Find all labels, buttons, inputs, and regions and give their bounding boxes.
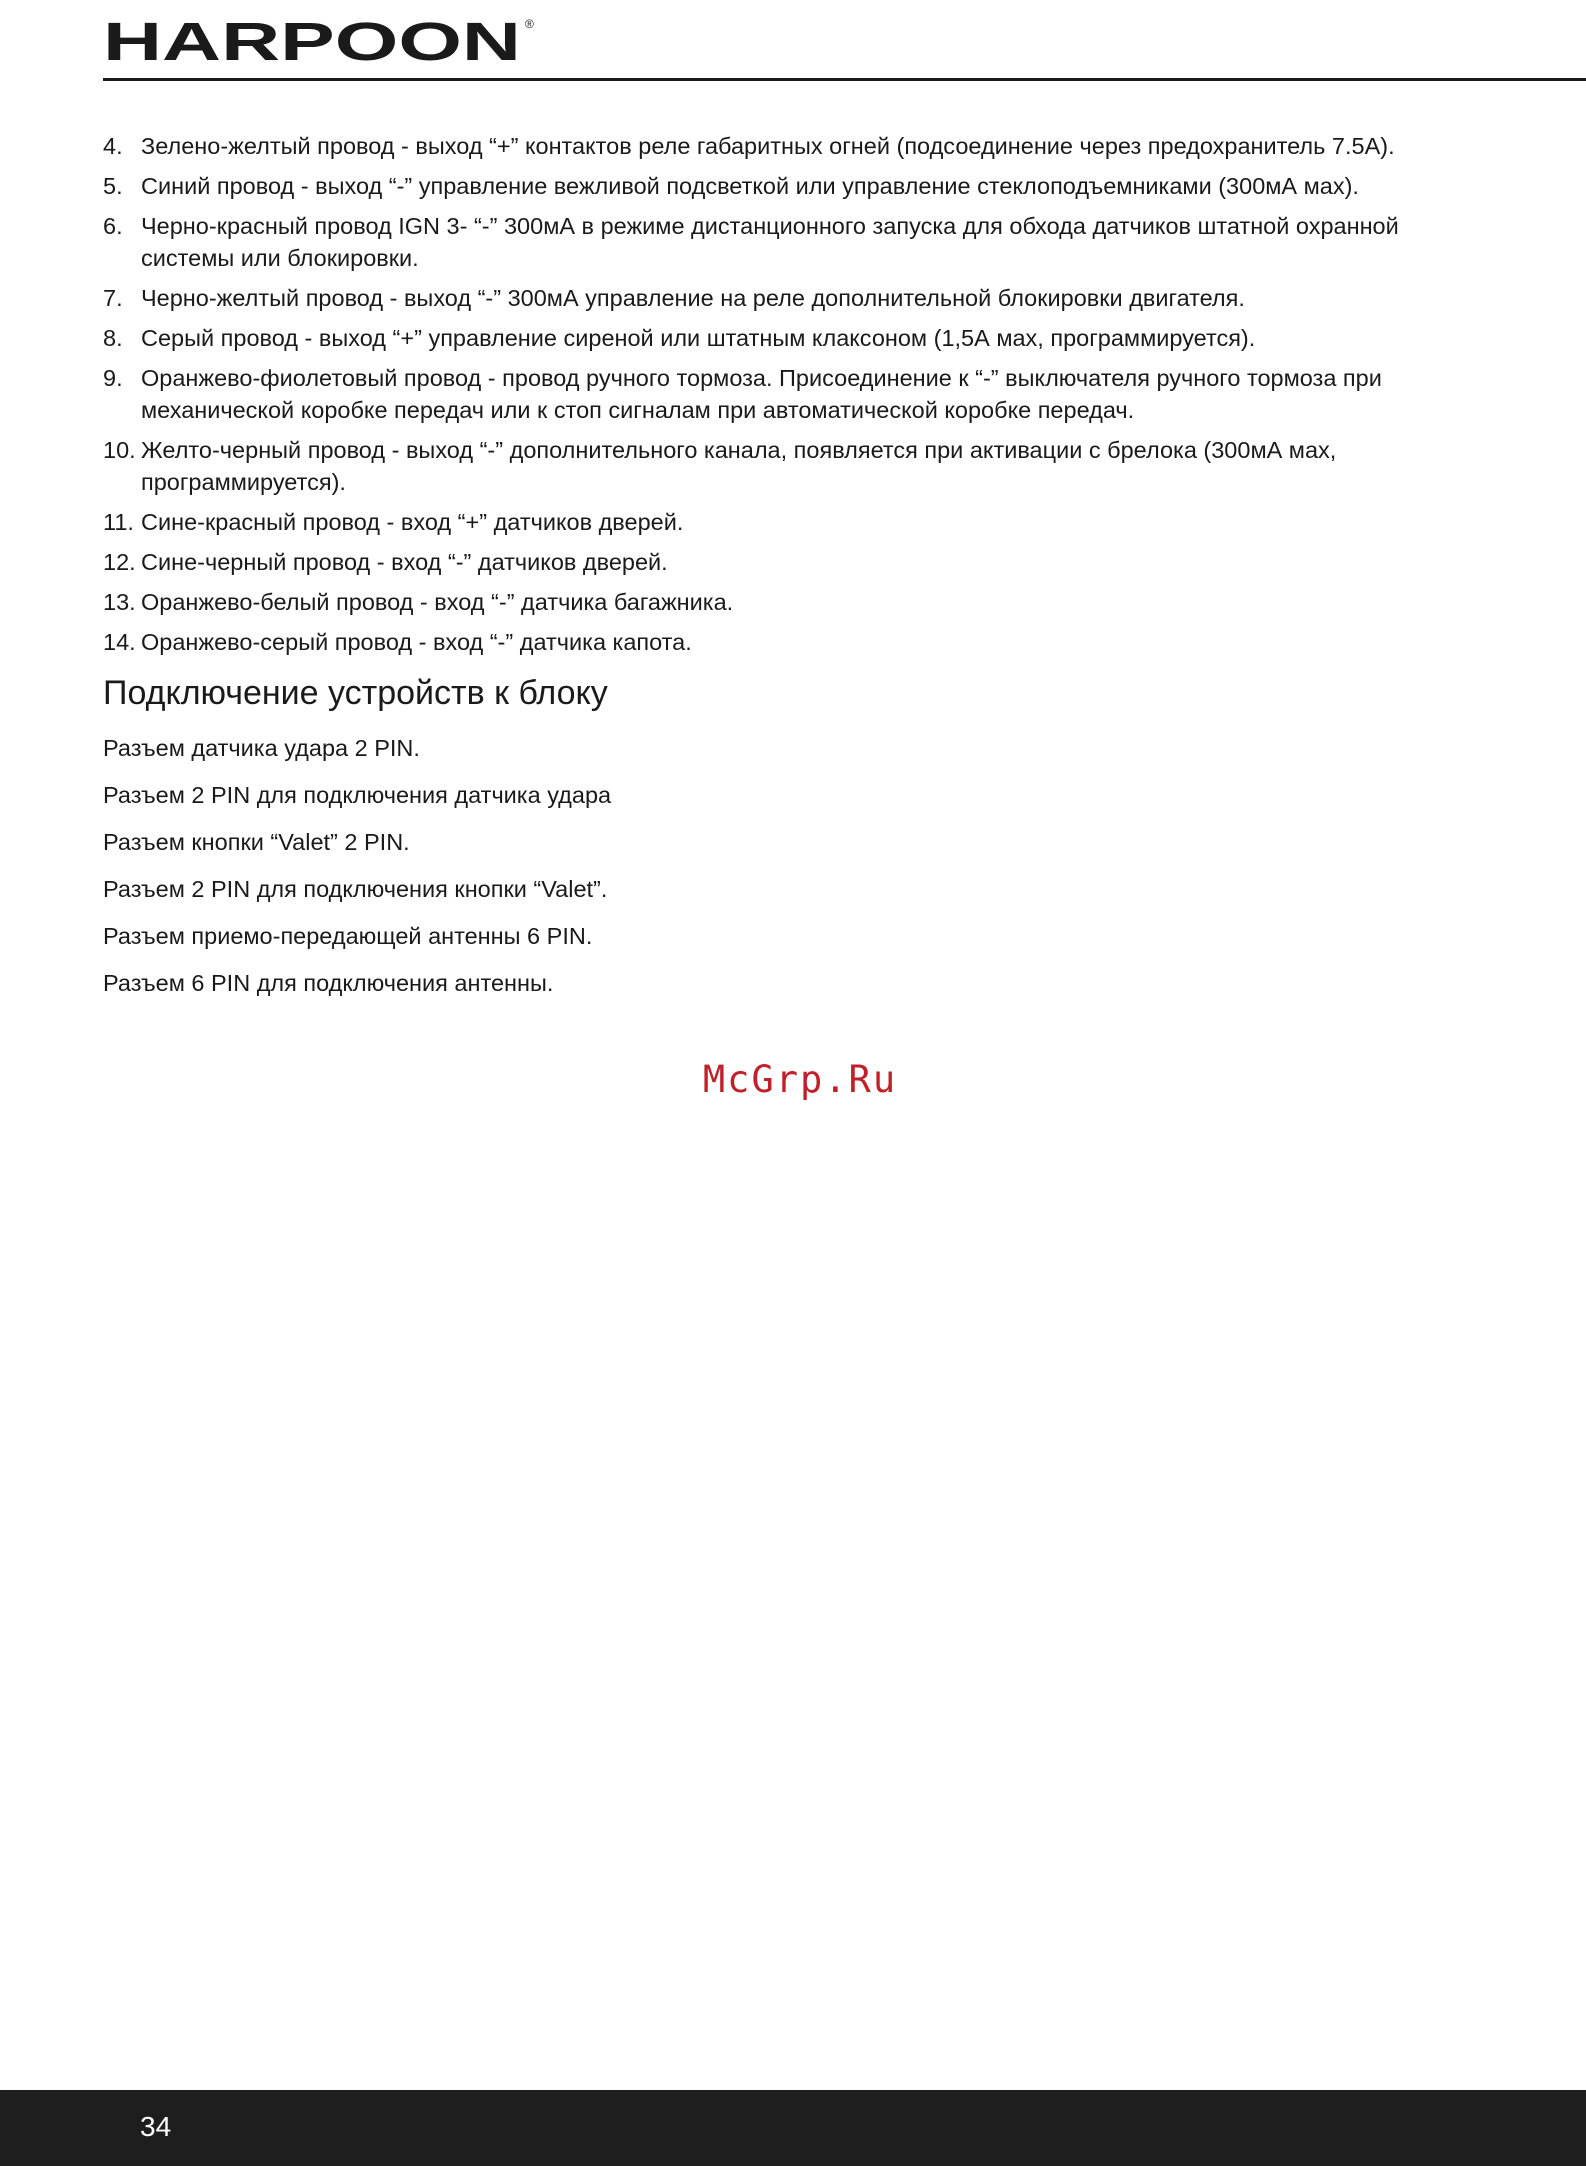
paragraph: Разъем датчика удара 2 PIN. — [103, 735, 420, 761]
paragraph: Разъем приемо-передающей антенны 6 PIN. — [103, 923, 593, 949]
harpoon-logo — [103, 14, 543, 70]
list-item: 13. Оранжево-белый провод - вход “-” датчика багажника. — [103, 589, 734, 615]
wire-list — [103, 130, 1463, 658]
paragraph: Разъем 2 PIN для подключения датчика удара — [103, 782, 612, 808]
list-item: 8. Серый провод - выход “+” управление сиреной или штатным клаксоном (1,5А мах, программируется). — [103, 325, 1256, 351]
list-item: 11. Сине-красный провод - вход “+” датчиков дверей. — [103, 509, 684, 535]
list-item: 4. Зелено-желтый провод - выход “+” контактов реле габаритных огней (подсоединение через предохранитель 7.5A). — [103, 133, 1395, 159]
list-item: 6. Черно-красный провод IGN 3- “-” 300мА в режиме дистанционного запуска для обхода датчиков штатной охранной системы или блокировки. — [103, 213, 1399, 271]
list-item: 10. Желто-черный провод - выход “-” дополнительного канала, появляется при активации с брелока (300мА мах, программируется). — [103, 437, 1337, 495]
list-item: 9. Оранжево-фиолетовый провод - провод ручного тормоза. Присоединение к “-” выключателя ручного тормоза при механической коробке передач или к стоп сигналам при автоматической коробке передач. — [103, 365, 1382, 423]
svg-text:HARPOON: HARPOON — [103, 14, 521, 70]
header-rule — [103, 78, 1586, 81]
paragraph: Разъем 6 PIN для подключения антенны. — [103, 970, 554, 996]
paragraph: Разъем кнопки “Valet” 2 PIN. — [103, 829, 410, 855]
paragraph: Разъем 2 PIN для подключения кнопки “Valet”. — [103, 876, 608, 902]
svg-text:®: ® — [525, 17, 534, 31]
section-title: Подключение устройств к блоку — [103, 674, 608, 712]
list-item: 12. Сине-черный провод - вход “-” датчиков дверей. — [103, 549, 668, 575]
page-header — [103, 14, 1586, 82]
page-content — [103, 130, 1463, 1014]
page-footer — [0, 2090, 1586, 2166]
watermark: McGrp.Ru — [702, 1058, 898, 1101]
list-item: 5. Синий провод - выход “-” управление вежливой подсветкой или управление стеклоподъемниками (300мА мах). — [103, 173, 1359, 199]
list-item: 14. Оранжево-серый провод - вход “-” датчика капота. — [103, 629, 692, 655]
page-number: 34 — [140, 2111, 172, 2142]
list-item: 7. Черно-желтый провод - выход “-” 300мА управление на реле дополнительной блокировки двигателя. — [103, 285, 1245, 311]
